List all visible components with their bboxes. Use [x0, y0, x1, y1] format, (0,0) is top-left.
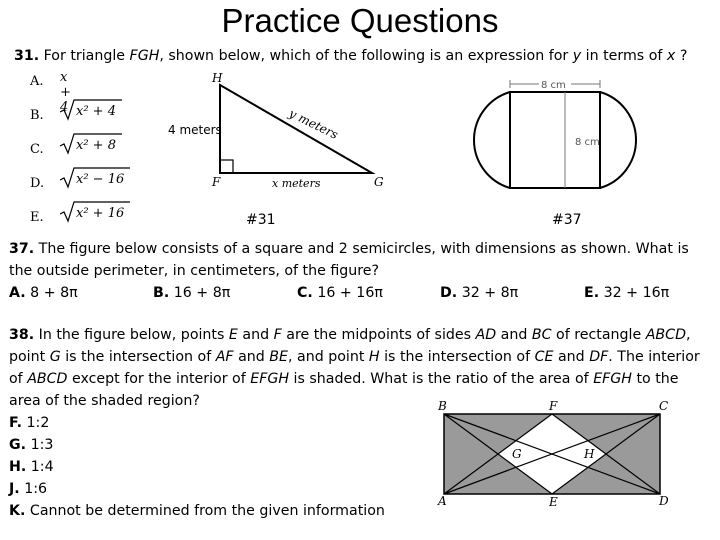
q38-number: 38.: [9, 327, 35, 343]
choice-letter: B.: [30, 108, 44, 123]
choice-letter: C.: [30, 142, 44, 157]
q31-choice-e[interactable]: [30, 206, 125, 225]
q31-choice-b[interactable]: [30, 104, 116, 123]
q31-choice-c[interactable]: [30, 138, 116, 157]
q31-text-1: For triangle: [43, 48, 130, 64]
label-h: H: [584, 447, 595, 461]
vertex-h-label: H: [212, 71, 223, 85]
label-g: G: [512, 447, 522, 461]
right-dimension-label: 8 cm: [575, 137, 600, 148]
choice-expression: x + 4: [60, 70, 71, 115]
fig37-figure: [455, 74, 705, 194]
q31-triangle-name: FGH: [129, 48, 160, 64]
q31-var-y: y: [572, 48, 582, 64]
q37-prompt: [9, 238, 714, 282]
choice-expression: x² + 8: [76, 138, 116, 153]
q38-choice-h[interactable]: H. 1:4: [9, 459, 54, 475]
side-vertical-label: 4 meters: [168, 123, 222, 137]
q31-text-3: in terms of: [581, 48, 667, 64]
label-b: B: [438, 399, 447, 413]
choice-letter: E.: [30, 210, 44, 225]
q31-choice-a[interactable]: [30, 70, 71, 115]
q37-choice-b[interactable]: B. 16 + 8π: [153, 285, 231, 301]
choice-expression: x² + 4: [76, 104, 116, 119]
q38-choice-j[interactable]: J. 1:6: [9, 481, 48, 497]
q37-choice-e[interactable]: E. 32 + 16π: [584, 285, 670, 301]
q38-prompt: 38. In the figure below, points E and F are the midpoints of sides AD and BC of rectangle ABCD, point G is the intersection of AF and BE, and point H is the intersection of CE and DF. The interior of ABCD except for the interior of EFGH is shaded. What is the ratio of the area of EFGH to the area of the shaded region?: [9, 327, 700, 409]
choice-letter: D.: [30, 176, 45, 191]
q38-choices: [9, 412, 409, 522]
q38-rectangle-figure: [430, 397, 680, 512]
choice-expression: x² − 16: [76, 172, 125, 187]
outer-outline: [474, 92, 636, 188]
q31-text-2: , shown below, which of the following is an expression for: [159, 48, 573, 64]
q37-choices: [9, 282, 714, 304]
choice-letter: A.: [30, 74, 44, 89]
q31-number: 31.: [14, 48, 40, 64]
q37-choice-a[interactable]: A. 8 + 8π: [9, 285, 78, 301]
side-base-label: x meters: [272, 177, 321, 190]
vertex-g-label: G: [374, 175, 384, 189]
q37-choice-c[interactable]: C. 16 + 16π: [297, 285, 383, 301]
q37-number: 37.: [9, 241, 35, 257]
label-d: D: [659, 494, 669, 508]
caption-31: #31: [246, 212, 276, 228]
q31-prompt: [14, 45, 714, 67]
right-angle-marker: [220, 160, 233, 173]
label-e: E: [549, 495, 558, 509]
q38-choice-g[interactable]: G. 1:3: [9, 437, 54, 453]
q31-text-4: ?: [675, 48, 688, 64]
page-title: Practice Questions: [221, 2, 499, 39]
caption-37: #37: [552, 212, 582, 228]
top-dimension-label: 8 cm: [541, 80, 566, 91]
label-c: C: [659, 399, 669, 413]
q31-choice-d[interactable]: [30, 172, 125, 191]
triangle-shape: [220, 85, 372, 173]
q38-choice-f[interactable]: F. 1:2: [9, 415, 50, 431]
side-hyp-label: y meters: [286, 106, 341, 142]
choice-expression: x² + 16: [76, 206, 125, 221]
q38-choice-k[interactable]: K. Cannot be determined from the given information: [9, 503, 385, 519]
vertex-f-label: F: [212, 175, 221, 189]
q37-text: The figure below consists of a square and 2 semicircles, with dimensions as shown. What is the outside perimeter, in centimeters, of the figure?: [9, 241, 689, 279]
label-a: A: [438, 494, 447, 508]
q37-choice-d[interactable]: D. 32 + 8π: [440, 285, 519, 301]
label-f: F: [549, 399, 558, 413]
q31-triangle-figure: [160, 68, 400, 193]
q31-choices: [30, 70, 140, 225]
q31-var-x: x: [666, 48, 676, 64]
